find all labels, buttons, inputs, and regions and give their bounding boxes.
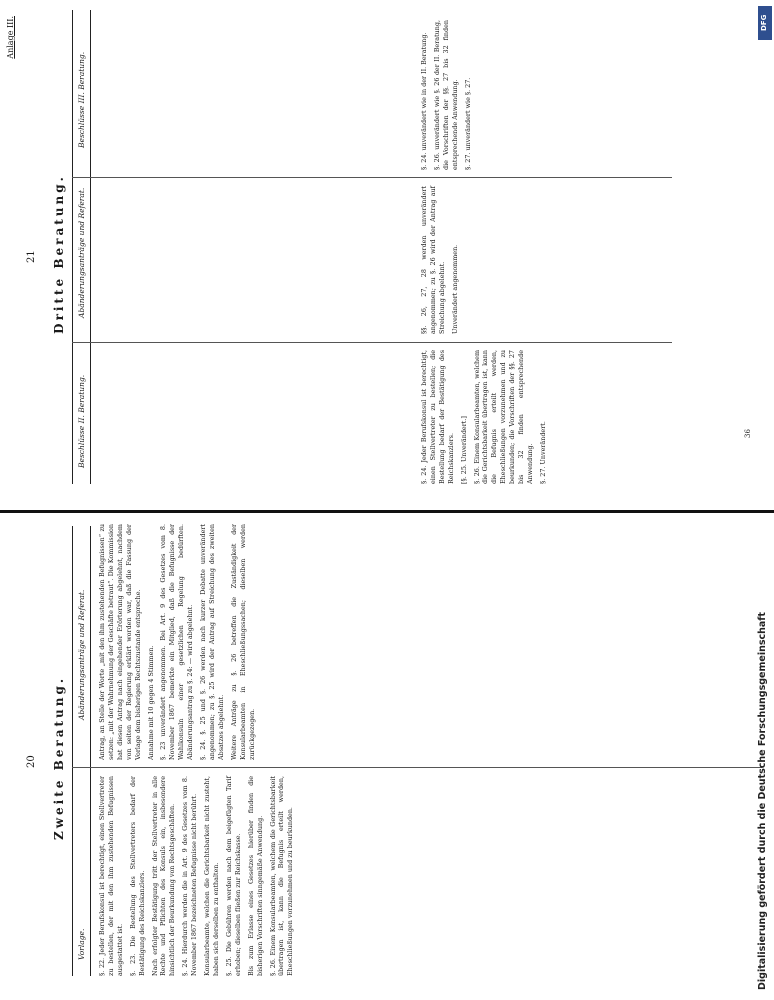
paragraph: §. 23. Die Bestellung des Stellvertreters bedarf der Bestätigung des Reichskanzlers. — [128, 776, 146, 976]
corner-label: Anlage III. — [6, 16, 15, 59]
referat-column — [98, 524, 261, 760]
page-title: Dritte Beratung. — [52, 174, 66, 334]
column-divider — [72, 767, 762, 768]
antraege-column — [420, 186, 464, 334]
page-number: 20 — [26, 755, 37, 768]
left-page — [0, 516, 774, 1000]
paragraph: §. 23 unverändert angenommen. Bei Art. 9 des Gesetzes vom 8. November 1867 bemerkte ein Mitglied, daß die Befugnisse der Wahlkonsuln einer gesetzlichen Regelung bedürften. Abänderungsantrag zu §. 24: — wird abgelehnt. — [159, 524, 195, 760]
paragraph: Unverändert angenommen. — [450, 244, 459, 334]
vorlage-column — [98, 776, 299, 976]
paragraph: Weitere Anträge zu §. 26 betreffen die Zuständigkeit der Konsularbeamten in Eheschließungssachen; dieselben werden zurückgezogen. — [229, 524, 256, 760]
column-divider — [72, 342, 672, 343]
paragraph: §. 24. Jeder Berufskonsul ist berechtigt, einen Stellvertreter zu bestellen; die Bestellung bedarf der Bestätigung des Reichskanzlers. — [420, 350, 455, 484]
paragraph: §. 24. Hierdurch werden die in Art. 9 des Gesetzes vom 8. November 1867 bezeichneten Befugnisse nicht berührt. — [181, 776, 199, 976]
column-header-vorlage: Vorlage. — [77, 928, 86, 960]
column-divider — [72, 177, 672, 178]
paragraph: §. 26. unverändert wie §. 26 der II. Beratung, die Vorschriften der §§. 27 bis 32 finden entsprechende Anwendung. — [432, 20, 459, 170]
paragraph: [§. 25. Unverändert.] — [459, 416, 468, 484]
paragraph: §. 24. unverändert wie in der II. Beratung. — [420, 32, 428, 170]
column-header-antraege: Abänderungsanträge und Referat. — [77, 187, 86, 318]
paragraph: §. 25. Die Gebühren werden nach dem beigefügten Tarif erhoben; dieselben fließen zur Reichskasse. — [224, 776, 242, 976]
column-header-beschluesse-iii: Beschlüsse III. Beratung. — [77, 51, 86, 148]
beschluesse-ii-column — [420, 350, 552, 484]
header-rule-bottom — [90, 10, 91, 484]
page-title: Zweite Beratung. — [52, 675, 66, 841]
paragraph: Konsularbeamte, welchen die Gerichtsbarkeit nicht zusteht, haben sich derselben zu enthalten. — [203, 776, 220, 976]
header-rule-top — [72, 526, 73, 976]
dfg-logo-text: DFG — [760, 14, 768, 31]
page-divider — [0, 510, 774, 513]
paragraph: Annahme mit 10 gegen 4 Stimmen. — [146, 645, 155, 760]
paragraph: Antrag, an Stelle der Worte „mit den ihm zustehenden Befugnissen“ zu setzen: „mit der Wahrnehmung der Geschäfte betraut“. Die Kommission hat diesen Antrag nach eingehender Erörterung abgelehnt, nachdem von seiten der Regierung erklärt worden war, daß die Fassung der Vorlage dem bisherigen Rechtszustande entspreche. — [98, 524, 142, 760]
dfg-logo-icon — [758, 6, 772, 40]
paragraph: §. 22. Jeder Berufskonsul ist berechtigt, einen Stellvertreter zu bestellen, der mit den ihm zustehenden Befugnissen ausgestattet ist. — [98, 776, 124, 976]
digitization-notice: Digitalisierung gefördert durch die Deutsche Forschungsgemeinschaft — [757, 612, 768, 990]
paragraph: §. 26. Einem Konsularbeamten, welchem die Gerichtsbarkeit übertragen ist, kann die Befugnis erteilt werden, Eheschließungen vorzunehmen und zu beurkunden. — [268, 776, 295, 976]
paragraph: §. 26. Einem Konsularbeamten, welchem die Gerichtsbarkeit übertragen ist, kann die Befugnis erteilt werden, Eheschließungen vorzunehmen und zu beurkunden; die Vorschriften der §§. 27 bis 32 finden entsprechende Anwendung. — [472, 350, 534, 484]
paragraph: §. 24. §. 25 und §. 26 werden nach kurzer Debatte unverändert angenommen; zu §. 25 wird der Antrag auf Streichung des zweiten Absatzes abgelehnt. — [199, 524, 225, 760]
paragraph: Bis zum Erlasse eines Gesetzes hierüber finden die bisherigen Vorschriften sinngemäße Anwendung. — [246, 776, 264, 976]
dfg-strip — [756, 0, 774, 1000]
paragraph: §. 27. unverändert wie §. 27. — [463, 77, 472, 170]
paragraph: §. 27. Unverändert. — [538, 421, 547, 484]
header-rule-bottom — [90, 526, 91, 976]
page-number: 21 — [26, 250, 37, 263]
column-header-referat: Abänderungsanträge und Referat. — [77, 589, 86, 720]
paragraph: Nach erfolgter Bestätigung tritt der Stellvertreter in alle Rechte und Pflichten des Konsuls ein, insbesondere hinsichtlich der Beurkundung von Rechtsgeschäften. — [150, 776, 177, 976]
column-header-beschluesse-ii: Beschlüsse II. Beratung. — [77, 374, 86, 468]
paragraph: §§. 26, 27, 28 werden unverändert angenommen; zu §. 26 wird der Antrag auf Streichung abgelehnt. — [420, 186, 446, 334]
header-rule-top — [72, 10, 73, 484]
bottom-marker: 36 — [744, 429, 752, 438]
beschluesse-iii-column — [420, 20, 477, 170]
